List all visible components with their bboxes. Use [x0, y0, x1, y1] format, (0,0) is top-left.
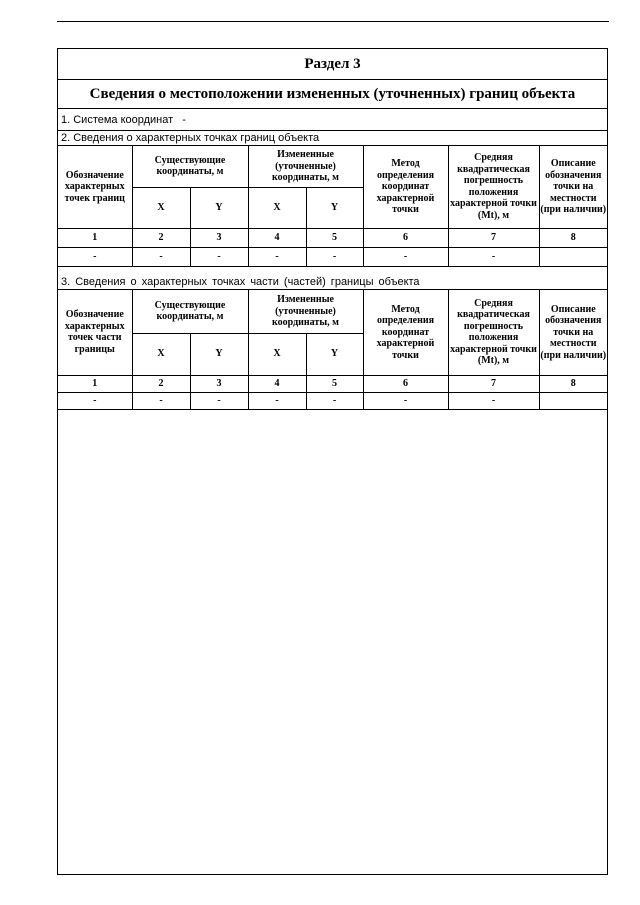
top-rule — [57, 21, 609, 22]
part-points-table-heading: 3. Сведения о характерных точках части (частей) границы объекта — [58, 275, 607, 290]
table-cell: - — [448, 247, 539, 266]
header-changed-x: X — [248, 187, 306, 228]
column-number: 8 — [539, 375, 607, 392]
header-existing-x: X — [132, 187, 190, 228]
table-cell: - — [58, 392, 132, 409]
table-cell — [539, 247, 607, 266]
column-number: 2 — [132, 375, 190, 392]
header-description: Описание обозначения точки на местности (при наличии) — [539, 146, 607, 228]
column-number: 1 — [58, 375, 132, 392]
table-cell: - — [306, 247, 363, 266]
table-cell: - — [132, 392, 190, 409]
column-number: 5 — [306, 228, 363, 247]
header-changed-coords: Измененные (уточненные) координаты, м — [248, 290, 363, 333]
header-description: Описание обозначения точки на местности (при наличии) — [539, 290, 607, 375]
table-cell: - — [306, 392, 363, 409]
form-frame — [57, 48, 608, 875]
column-number: 4 — [248, 228, 306, 247]
header-changed-coords: Измененные (уточненные) координаты, м — [248, 146, 363, 187]
header-designation: Обозначение характерных точек границ — [58, 146, 132, 228]
section-subtitle: Сведения о местоположении измененных (уточненных) границ объекта — [58, 80, 607, 109]
header-error: Средняя квадратическая погрешность положения характерной точки (Mt), м — [448, 146, 539, 228]
header-existing-coords: Существующие координаты, м — [132, 290, 248, 333]
table-row — [58, 247, 607, 266]
header-changed-y: Y — [306, 187, 363, 228]
column-number: 6 — [363, 375, 448, 392]
header-changed-x: X — [248, 333, 306, 375]
header-existing-y: Y — [190, 187, 248, 228]
table-cell: - — [363, 247, 448, 266]
column-number: 3 — [190, 228, 248, 247]
table-row — [58, 392, 607, 409]
header-method: Метод определения координат характерной точки — [363, 146, 448, 228]
table-cell: - — [248, 247, 306, 266]
table-cell: - — [448, 392, 539, 409]
header-method: Метод определения координат характерной точки — [363, 290, 448, 375]
column-number: 6 — [363, 228, 448, 247]
table-cell — [539, 392, 607, 409]
points-table — [58, 146, 607, 267]
column-number: 3 — [190, 375, 248, 392]
header-changed-y: Y — [306, 333, 363, 375]
coord-system-value: - — [182, 114, 186, 126]
column-number: 5 — [306, 375, 363, 392]
coord-system-label: 1. Система координат — [61, 114, 174, 126]
column-number: 1 — [58, 228, 132, 247]
column-number: 4 — [248, 375, 306, 392]
part-points-table — [58, 290, 607, 410]
table-cell: - — [363, 392, 448, 409]
header-designation: Обозначение характерных точек части границы — [58, 290, 132, 375]
column-number: 8 — [539, 228, 607, 247]
header-existing-y: Y — [190, 333, 248, 375]
header-existing-x: X — [132, 333, 190, 375]
table-cell: - — [248, 392, 306, 409]
table-cell: - — [190, 392, 248, 409]
header-existing-coords: Существующие координаты, м — [132, 146, 248, 187]
column-number: 2 — [132, 228, 190, 247]
coord-system-row — [58, 109, 607, 131]
column-number: 7 — [448, 375, 539, 392]
column-number: 7 — [448, 228, 539, 247]
table-cell: - — [132, 247, 190, 266]
table-cell: - — [190, 247, 248, 266]
header-error: Средняя квадратическая погрешность положения характерной точки (Mt), м — [448, 290, 539, 375]
points-table-heading: 2. Сведения о характерных точках границ объекта — [58, 131, 607, 146]
table-cell: - — [58, 247, 132, 266]
section-title: Раздел 3 — [58, 49, 607, 80]
